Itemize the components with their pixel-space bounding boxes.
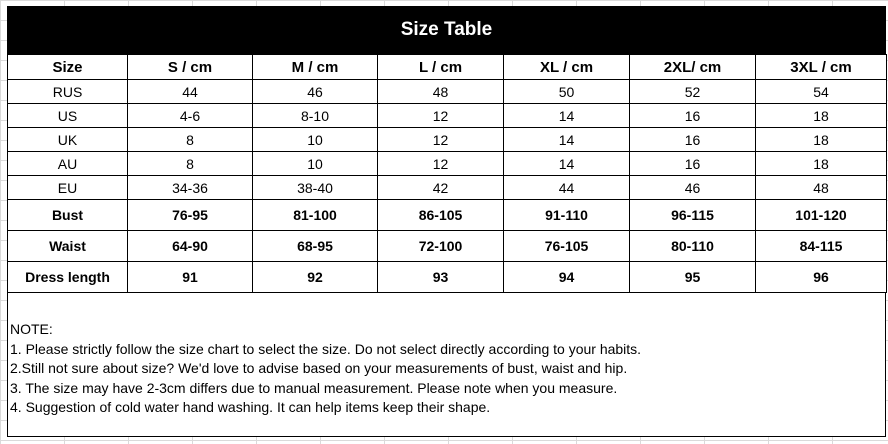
table-cell: 76-105 xyxy=(504,231,630,262)
table-cell: 81-100 xyxy=(253,200,378,231)
table-cell: 52 xyxy=(630,80,756,104)
header-m: M / cm xyxy=(253,55,378,80)
table-cell: 72-100 xyxy=(378,231,504,262)
row-label: Dress length xyxy=(8,262,128,293)
table-cell: 64-90 xyxy=(128,231,253,262)
header-s: S / cm xyxy=(128,55,253,80)
table-cell: 8-10 xyxy=(253,104,378,128)
header-3xl: 3XL / cm xyxy=(756,55,887,80)
table-cell: 42 xyxy=(378,176,504,200)
table-cell: 18 xyxy=(756,104,887,128)
table-cell: 44 xyxy=(128,80,253,104)
table-row xyxy=(8,231,887,262)
note-item-3: 3. The size may have 2-3cm differs due to manual measurement. Please note when you measure. xyxy=(10,379,618,396)
table-cell: 48 xyxy=(378,80,504,104)
table-cell: 16 xyxy=(630,152,756,176)
table-row xyxy=(8,200,887,231)
row-label: RUS xyxy=(8,80,128,104)
table-cell: 84-115 xyxy=(756,231,887,262)
size-table xyxy=(7,54,887,293)
table-cell: 10 xyxy=(253,128,378,152)
table-cell: 96 xyxy=(756,262,887,293)
table-cell: 10 xyxy=(253,152,378,176)
note-item-2: 2.Still not sure about size? We'd love to advise based on your measurements of bust, waist and hip. xyxy=(10,360,628,376)
table-cell: 14 xyxy=(504,104,630,128)
table-cell: 38-40 xyxy=(253,176,378,200)
table-cell: 14 xyxy=(504,128,630,152)
table-cell: 76-95 xyxy=(128,200,253,231)
table-cell: 46 xyxy=(253,80,378,104)
row-label: EU xyxy=(8,176,128,200)
size-table-title xyxy=(7,6,886,54)
header-size: Size xyxy=(8,55,128,80)
table-cell: 12 xyxy=(378,128,504,152)
table-row xyxy=(8,128,887,152)
table-cell: 54 xyxy=(756,80,887,104)
table-cell: 44 xyxy=(504,176,630,200)
table-cell: 34-36 xyxy=(128,176,253,200)
row-label: UK xyxy=(8,128,128,152)
notes-box xyxy=(7,292,886,437)
table-cell: 94 xyxy=(504,262,630,293)
size-sheet xyxy=(7,6,886,293)
table-row xyxy=(8,80,887,104)
table-cell: 16 xyxy=(630,128,756,152)
table-cell: 8 xyxy=(128,152,253,176)
table-cell: 50 xyxy=(504,80,630,104)
header-row xyxy=(8,55,887,80)
table-cell: 18 xyxy=(756,152,887,176)
table-row xyxy=(8,104,887,128)
table-cell: 80-110 xyxy=(630,231,756,262)
table-cell: 18 xyxy=(756,128,887,152)
table-body xyxy=(8,80,887,293)
table-row xyxy=(8,262,887,293)
table-cell: 91-110 xyxy=(504,200,630,231)
table-cell: 101-120 xyxy=(756,200,887,231)
notes-heading: NOTE: xyxy=(10,321,53,337)
header-xl: XL / cm xyxy=(504,55,630,80)
note-item-4: 4. Suggestion of cold water hand washing. It can help items keep their shape. xyxy=(10,399,491,415)
row-label: Bust xyxy=(8,200,128,231)
table-cell: 86-105 xyxy=(378,200,504,231)
table-cell: 91 xyxy=(128,262,253,293)
table-cell: 68-95 xyxy=(253,231,378,262)
table-cell: 14 xyxy=(504,152,630,176)
table-cell: 4-6 xyxy=(128,104,253,128)
header-l: L / cm xyxy=(378,55,504,80)
title-text: Size Table xyxy=(400,19,493,40)
table-cell: 96-115 xyxy=(630,200,756,231)
table-cell: 8 xyxy=(128,128,253,152)
note-item-1: 1. Please strictly follow the size chart to select the size. Do not select directly according to your habits. xyxy=(10,340,642,357)
row-label: Waist xyxy=(8,231,128,262)
table-cell: 12 xyxy=(378,104,504,128)
table-cell: 16 xyxy=(630,104,756,128)
table-cell: 48 xyxy=(756,176,887,200)
table-cell: 92 xyxy=(253,262,378,293)
header-2xl: 2XL/ cm xyxy=(630,55,756,80)
row-label: US xyxy=(8,104,128,128)
table-cell: 46 xyxy=(630,176,756,200)
table-cell: 12 xyxy=(378,152,504,176)
table-row xyxy=(8,152,887,176)
table-cell: 95 xyxy=(630,262,756,293)
table-row xyxy=(8,176,887,200)
row-label: AU xyxy=(8,152,128,176)
table-cell: 93 xyxy=(378,262,504,293)
